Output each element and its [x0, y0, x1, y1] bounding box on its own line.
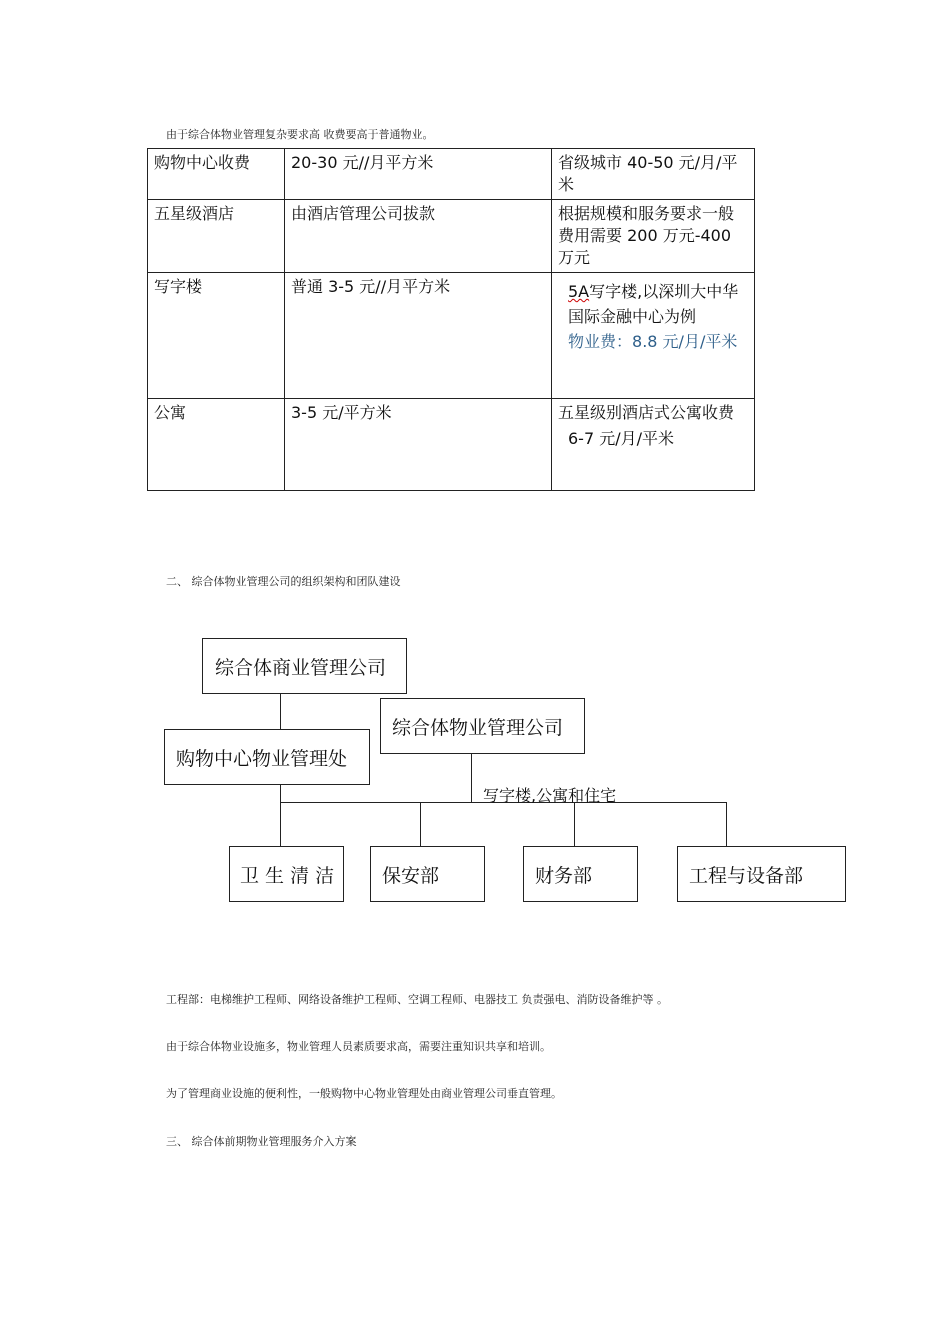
table-cell-fee: 由酒店管理公司拔款: [285, 200, 552, 273]
org-box-security: [370, 846, 485, 902]
org-box-commercial-company: [202, 638, 407, 694]
org-label: 保安部: [382, 864, 440, 887]
org-label: 购物中心物业管理处: [176, 747, 348, 770]
section-3-heading: 三、 综合体前期物业管理服务介入方案: [166, 1135, 357, 1148]
org-box-cleaning: [229, 846, 344, 902]
para-engineering: 工程部：电梯维护工程师、网络设备维护工程师、空调工程师、电器技工 负责强电、消防设备维护等 。: [166, 993, 668, 1006]
org-label: 卫 生 清 洁: [240, 864, 335, 887]
org-label: 财务部: [535, 864, 593, 887]
table-cell-fee: 3-5 元/平方米: [285, 399, 552, 491]
table-cell-type: 公寓: [148, 399, 285, 491]
org-label: 综合体商业管理公司: [215, 656, 387, 679]
org-label: 综合体物业管理公司: [392, 716, 564, 739]
note-5a: 5A: [568, 282, 590, 301]
table-cell-fee: 普通 3-5 元//月平方米: [285, 273, 552, 399]
org-box-complex-company: [380, 698, 585, 754]
table-row: [148, 200, 755, 273]
org-label: 工程与设备部: [689, 864, 804, 887]
table-cell-note: 根据规模和服务要求一般费用需要 200 万元-400 万元: [552, 200, 755, 273]
table-cell-note: [552, 399, 755, 491]
para-management: 为了管理商业设施的便利性，一般购物中心物业管理处由商业管理公司垂直管理。: [166, 1087, 562, 1100]
section-2-heading: 二、 综合体物业管理公司的组织架构和团队建设: [166, 575, 401, 588]
connector-line: [471, 754, 472, 802]
note-fee-label: 物业费：: [568, 332, 633, 351]
connector-line: [420, 802, 421, 846]
org-box-finance: [523, 846, 638, 902]
connector-line: [726, 802, 727, 846]
intro-text: 由于综合体物业管理复杂要求高 收费要高于普通物业。: [166, 128, 434, 141]
table-cell-type: 五星级酒店: [148, 200, 285, 273]
para-training: 由于综合体物业设施多，物业管理人员素质要求高，需要注重知识共享和培训。: [166, 1040, 551, 1053]
branch-label: 写字楼,公寓和住宅: [483, 786, 617, 805]
note-office: 写字楼,以深圳大中华国际金融中心为例: [568, 282, 739, 326]
table-row: [148, 399, 755, 491]
connector-line: [280, 694, 281, 729]
table-cell-note: 省级城市 40-50 元/月/平米: [552, 149, 755, 200]
table-cell-type: 购物中心收费: [148, 149, 285, 200]
table-cell-fee: 20-30 元//月平方米: [285, 149, 552, 200]
table-cell-note: [552, 273, 755, 399]
table-row: [148, 273, 755, 399]
note-fee-value: 8.8 元/月/平米: [632, 332, 738, 351]
org-box-engineering: [677, 846, 846, 902]
note-apartment-fee: 6-7 元/月/平米: [568, 429, 675, 448]
connector-line: [280, 785, 281, 846]
table-cell-type: 写字楼: [148, 273, 285, 399]
table-row: [148, 149, 755, 200]
note-apartment: 五星级别酒店式公寓收费: [558, 403, 735, 422]
fee-table: [147, 148, 755, 491]
org-box-mall-office: [164, 729, 370, 785]
connector-line: [574, 802, 575, 846]
